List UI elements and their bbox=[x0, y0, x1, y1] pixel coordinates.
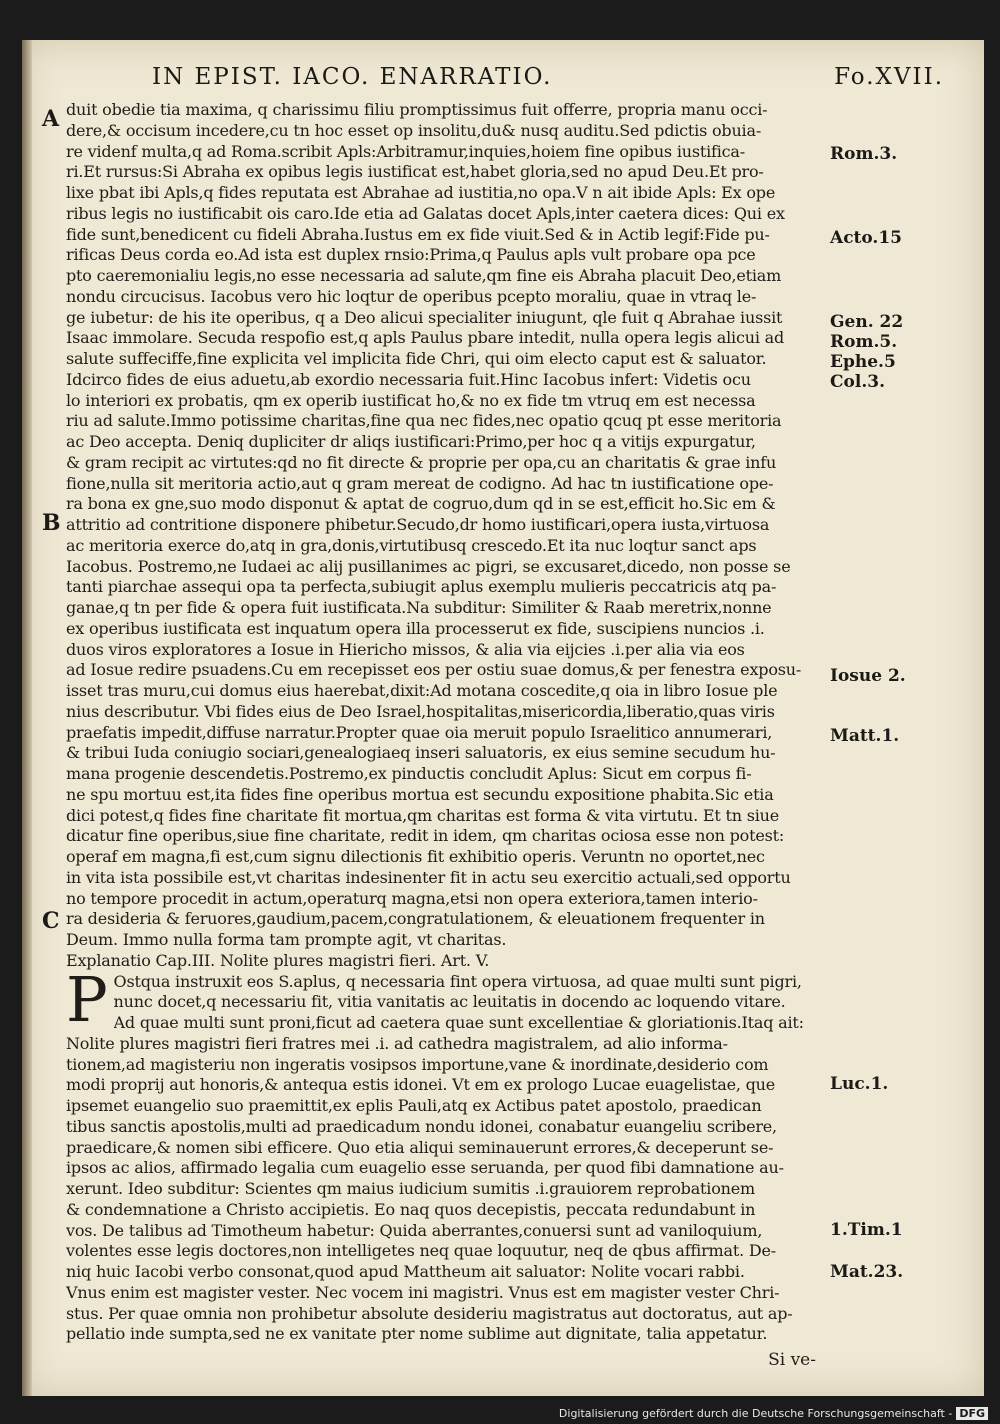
text-line: Iacobus. Postremo,ne Iudaei ac alij pusillanimes ac pigri, se excusaret,dicedo, non posse se bbox=[66, 556, 791, 576]
text-line: lixe pbat ibi Apls,q fides reputata est Abrahae ad iustitia,no opa.V n ait ibide Apls: Ex ope bbox=[66, 183, 776, 202]
text-line: dere,& occisum incedere,cu tn hoc esset op insolitu,du& nusq auditu.Sed pdictis obuia- bbox=[66, 120, 762, 140]
text-line: nius descributur. Vbi fides eius de Deo Israel,hospitalitas,misericordia,liberatio,quas viris bbox=[66, 701, 775, 721]
text-line: fide sunt,benedicent cu fideli Abraha.Iustus em ex fide viuit.Sed & in Actib legif:Fide pu- bbox=[66, 224, 770, 244]
margin-letter-b: B bbox=[42, 510, 61, 536]
text-line: salute suffeciffe,fine explicita vel implicita fide Chri, qui oim electo caput est & saluator. bbox=[66, 349, 767, 368]
margin-note: Luc.1. bbox=[830, 1074, 889, 1094]
margin-note: 1.Tim.1 bbox=[830, 1220, 903, 1240]
main-text bbox=[66, 100, 846, 1345]
catchword: Si ve- bbox=[768, 1350, 816, 1370]
section-line: pellatio inde sumpta,sed ne ex vanitate pter nome sublime aut dignitate, talia appetatur. bbox=[66, 1324, 768, 1344]
text-line: ra bona ex gne,suo modo disponut & aptat de cogruo,dum qd in se est,efficit ho.Sic em & bbox=[66, 494, 776, 514]
text-line: praefatis impedit,diffuse narratur.Propter quae oia meruit populo Israelitico annumerari, bbox=[66, 722, 773, 742]
text-line: rificas Deus corda eo.Ad ista est duplex rnsio:Prima,q Paulus apls vult probare opa pce bbox=[66, 245, 756, 265]
text-line: ribus legis no iustificabit ois caro.Ide etia ad Galatas docet Apls,inter caetera dices: Qui ex bbox=[66, 203, 785, 223]
section-line: Vnus enim est magister vester. Nec vocem ini magistri. Vnus est em magister vester Chri- bbox=[66, 1282, 780, 1302]
running-title: IN EPIST. IACO. ENARRATIO. bbox=[152, 64, 553, 90]
text-line: Idcirco fides de eius aduetu,ab exordio necessaria fuit.Hinc Iacobus infert: Videtis ocu bbox=[66, 369, 751, 389]
section-line: ipsemet euangelio suo praemittit,ex eplis Pauli,atq ex Actibus patet apostolo, praedican bbox=[66, 1096, 762, 1115]
text-line: fione,nulla sit meritoria actio,aut q gram mereat de codigno. Ad hac tn iustificatione ope- bbox=[66, 473, 774, 493]
text-line: ra desideria & feruores,gaudium,pacem,congratulationem, & eleuationem frequenter in bbox=[66, 909, 765, 929]
margin-note: Gen. 22 bbox=[830, 312, 904, 332]
text-line: ad Iosue redire psuadens.Cu em recepisset eos per ostiu suae domus,& per fenestra exposu- bbox=[66, 660, 802, 680]
credit-text: Digitalisierung gefördert durch die Deutsche Forschungsgemeinschaft - bbox=[558, 1407, 953, 1420]
section-line: nunc docet,q necessariu fit, vitia vanitatis ac leuitatis in docendo ac loquendo vitare. bbox=[113, 992, 786, 1012]
text-line: Deum. Immo nulla forma tam prompte agit, vt charitas. bbox=[66, 930, 507, 949]
section-line: tibus sanctis apostolis,multi ad praedicadum nondu idonei, conabatur euangeliu scribere, bbox=[66, 1116, 777, 1136]
margin-letter-a: A bbox=[42, 106, 60, 132]
text-line: re videnf multa,q ad Roma.scribit Apls:Arbitramur,inquies,hoiem fine opibus iustifica- bbox=[66, 141, 745, 161]
text-line: ganae,q tn per fide & opera fuit iustificata.Na subditur: Similiter & Raab meretrix,nonne bbox=[66, 598, 772, 617]
text-line: & gram recipit ac virtutes:qd no fit directe & proprie per opa,cu an charitatis & grae infu bbox=[66, 452, 777, 472]
section-lines bbox=[66, 962, 846, 1346]
section-line: Ad quae multi sunt proni,ficut ad caetera quae sunt excellentiae & gloriationis.Itaq ait: bbox=[113, 1013, 804, 1032]
text-line: duos viros exploratores a Iosue in Hiericho missos, & alia via eijcies .i.per alia via eos bbox=[66, 639, 745, 659]
margin-note: Mat.23. bbox=[830, 1262, 904, 1282]
margin-note: Col.3. bbox=[830, 372, 885, 392]
section-line: stus. Per quae omnia non prohibetur absolute desideriu magistratus aut doctoratus, aut ap- bbox=[66, 1303, 793, 1323]
text-line: attritio ad contritione disponere phibetur.Secudo,dr homo iustificari,opera iusta,virtuosa bbox=[66, 515, 770, 534]
section-line: ipsos ac alios, affirmado legalia cum euagelio esse seruanda, per quod fibi damnatione au- bbox=[66, 1158, 784, 1178]
text-line: ri.Et rursus:Si Abraha ex opibus legis iustificat est,habet gloria,sed no apud Deu.Et pro- bbox=[66, 162, 764, 182]
drop-cap: P bbox=[66, 962, 108, 1036]
text-line: pto caeremonialiu legis,no esse necessaria ad salute,qm fine eis Abraha placuit Deo,etiam bbox=[66, 266, 782, 285]
margin-note: Rom.5. bbox=[830, 332, 898, 352]
running-header bbox=[152, 64, 944, 94]
margin-letter-c: C bbox=[42, 908, 60, 934]
text-line: dici potest,q fides fine charitate fit mortua,qm charitas est forma & vita virtutu. Et tn siue bbox=[66, 805, 780, 825]
margin-note: Iosue 2. bbox=[830, 666, 906, 686]
text-line: ac meritoria exerce do,atq in gra,donis,virtutibusq crescedo.Et ita nuc loqtur sanct aps bbox=[66, 535, 757, 555]
text-line: lo interiori ex probatis, qm ex operib iustificat ho,& no ex fide tm vtruq em est necessa bbox=[66, 390, 756, 410]
digitization-credit bbox=[559, 1407, 988, 1420]
text-line: duit obedie tia maxima, q charissimu filiu promptissimus fuit offerre, propria manu occi- bbox=[66, 100, 768, 119]
text-line: in vita ista possibile est,vt charitas indesinenter fit in actu seu exercitio actuali,sed opportu bbox=[66, 867, 791, 887]
section-line: praedicare,& nomen sibi efficere. Quo etia aliqui seminauerunt errores,& deceperunt se- bbox=[66, 1137, 774, 1157]
book-page bbox=[22, 40, 984, 1396]
margin-note: Matt.1. bbox=[830, 726, 900, 746]
text-line: ac Deo accepta. Deniq dupliciter dr aliqs iustificari:Primo,per hoc q a vitijs expurgatur, bbox=[66, 432, 756, 451]
text-line: mana progenie descendetis.Postremo,ex pinductis concludit Aplus: Sicut em corpus fi- bbox=[66, 764, 752, 783]
text-line: ge iubetur: de his ite operibus, q a Deo alicui specialiter iniugunt, qle fuit q Abrahae iussit bbox=[66, 307, 783, 327]
text-line: dicatur fine operibus,siue fine charitate, redit in idem, qm charitas ociosa esse non potest: bbox=[66, 826, 785, 846]
text-line: ex operibus iustificata est inquatum opera illa processerut ex fide, suscipiens nuncios .i. bbox=[66, 618, 765, 638]
section-line: modi proprij aut honoris,& antequa estis idonei. Vt em ex prologo Lucae euagelistae, que bbox=[66, 1075, 776, 1095]
text-line: riu ad salute.Immo potissime charitas,fine qua nec fides,nec opatio qcuq pt esse meritoria bbox=[66, 411, 782, 431]
section-line: niq huic Iacobi verbo consonat,quod apud Mattheum ait saluator: Nolite vocari rabbi. bbox=[66, 1262, 745, 1281]
text-line: ne spu mortuu est,ita fides fine operibus mortua est secundu expositione phabita.Sic etia bbox=[66, 784, 774, 804]
section-line: xerunt. Ideo subditur: Scientes qm maius iudicium sumitis .i.grauiorem reprobationem bbox=[66, 1179, 755, 1198]
section-line: & condemnatione a Christo accipietis. Eo naq quos decepistis, peccata redundabunt in bbox=[66, 1199, 756, 1219]
text-block bbox=[66, 100, 846, 951]
text-line: isset tras muru,cui domus eius haerebat,dixit:Ad motana coscedite,q oia in libro Iosue ple bbox=[66, 681, 778, 700]
dfg-logo: DFG bbox=[956, 1407, 988, 1420]
margin-note: Rom.3. bbox=[830, 144, 898, 164]
page-gutter bbox=[22, 40, 32, 1396]
text-line: no tempore procedit in actum,operaturq magna,etsi non opera exteriora,tamen interio- bbox=[66, 888, 758, 908]
text-line: tanti piarchae assequi opa ta perfecta,subiugit aplus exemplu mulieris peccatricis atq pa- bbox=[66, 577, 777, 597]
section-text bbox=[66, 962, 846, 1346]
margin-note: Ephe.5 bbox=[830, 352, 896, 372]
section-line: vos. De talibus ad Timotheum habetur: Quida aberrantes,conuersi sunt ad vaniloquium, bbox=[66, 1220, 763, 1240]
text-line: & tribui Iuda coniugio sociari,genealogiaeq inseri saluatoris, ex eius semine secudum hu- bbox=[66, 743, 776, 763]
section-heading: Explanatio Cap.III. Nolite plures magistri fieri. Art. V. bbox=[66, 950, 490, 970]
section-line: volentes esse legis doctores,non intelligetes neq quae loquutur, neq de qbus affirmat. De- bbox=[66, 1241, 776, 1261]
text-line: Isaac immolare. Secuda respofio est,q apls Paulus pbare intedit, nulla opera legis alicui ad bbox=[66, 328, 785, 348]
text-line: operaf em magna,fi est,cum signu dilectionis fit exhibitio operis. Veruntn no oportet,nec bbox=[66, 847, 765, 866]
section-line: tionem,ad magisteriu non ingeratis vosipsos importune,vane & inordinate,desiderio com bbox=[66, 1054, 769, 1074]
section-line: Nolite plures magistri fieri fratres mei .i. ad cathedra magistralem, ad alio informa- bbox=[66, 1033, 728, 1053]
folio-number: Fo.XVII. bbox=[834, 64, 944, 90]
section-line: Ostqua instruxit eos S.aplus, q necessaria fint opera virtuosa, ad quae multi sunt pigri, bbox=[113, 971, 802, 991]
text-line: nondu circucisus. Iacobus vero hic loqtur de operibus pcepto moraliu, quae in vtraq le- bbox=[66, 286, 757, 306]
margin-note: Acto.15 bbox=[830, 228, 903, 248]
